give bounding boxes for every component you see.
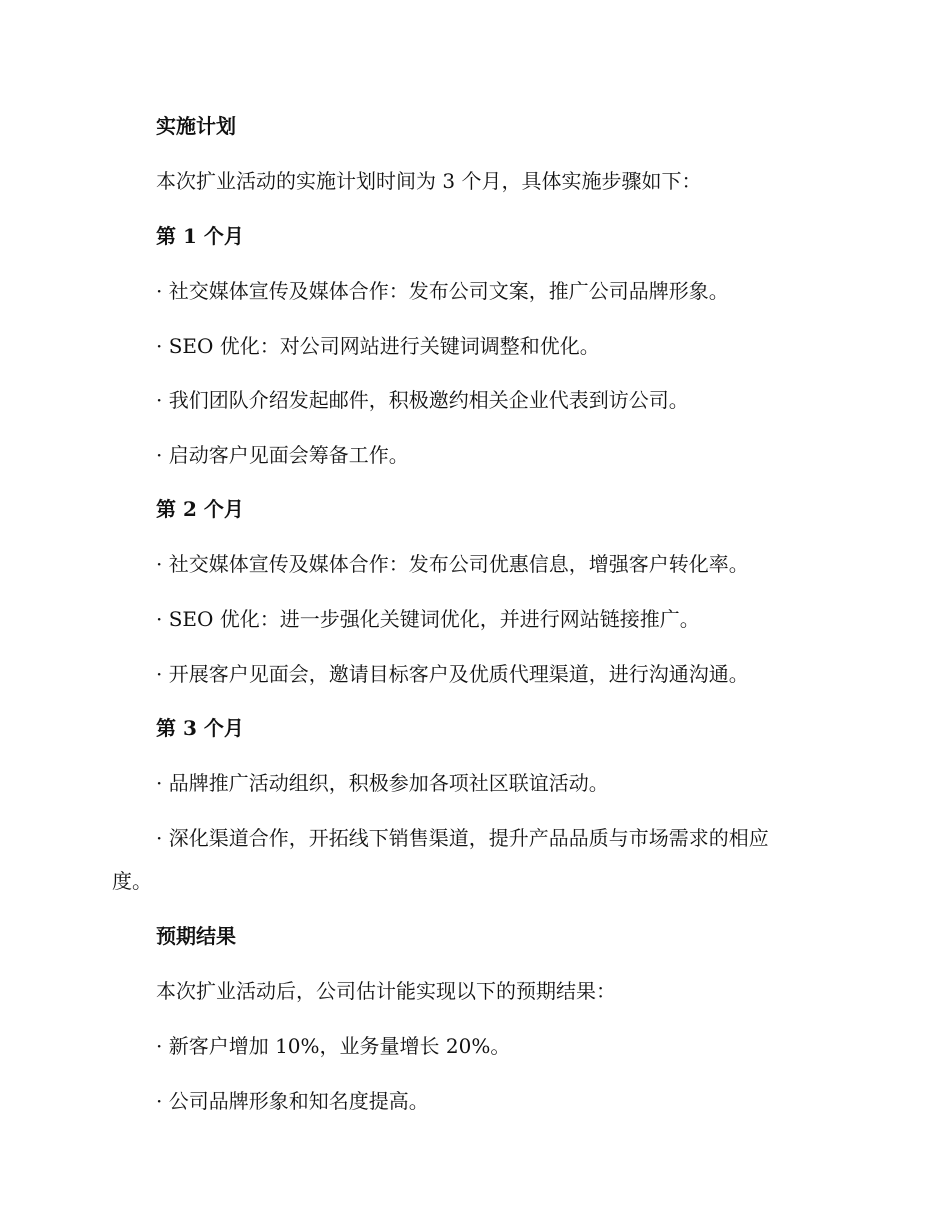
list-item: · 深化渠道合作，开拓线下销售渠道，提升产品品质与市场需求的相应	[156, 826, 769, 850]
list-item: · 社交媒体宣传及媒体合作：发布公司优惠信息，增强客户转化率。	[156, 552, 749, 576]
list-item: · SEO 优化：对公司网站进行关键词调整和优化。	[156, 334, 600, 358]
month-3-heading: 第 3 个月	[156, 716, 244, 740]
list-item: · 品牌推广活动组织，积极参加各项社区联谊活动。	[156, 771, 609, 795]
list-item: · 开展客户见面会，邀请目标客户及优质代理渠道，进行沟通沟通。	[156, 662, 749, 686]
section-heading-results: 预期结果	[156, 924, 236, 948]
list-item-continuation: 度。	[112, 869, 152, 893]
list-item: · 我们团队介绍发起邮件，积极邀约相关企业代表到访公司。	[156, 388, 689, 412]
results-intro-paragraph: 本次扩业活动后，公司估计能实现以下的预期结果：	[156, 979, 616, 1003]
list-item: · 公司品牌形象和知名度提高。	[156, 1089, 429, 1113]
month-2-heading: 第 2 个月	[156, 497, 244, 521]
list-item: · SEO 优化：进一步强化关键词优化，并进行网站链接推广。	[156, 607, 700, 631]
plan-intro-paragraph: 本次扩业活动的实施计划时间为 3 个月，具体实施步骤如下：	[156, 169, 702, 193]
list-item: · 新客户增加 10%，业务量增长 20%。	[156, 1034, 511, 1058]
month-1-heading: 第 1 个月	[156, 224, 244, 248]
section-heading-plan: 实施计划	[156, 114, 236, 138]
list-item: · 社交媒体宣传及媒体合作：发布公司文案，推广公司品牌形象。	[156, 279, 729, 303]
list-item: · 启动客户见面会筹备工作。	[156, 443, 409, 467]
